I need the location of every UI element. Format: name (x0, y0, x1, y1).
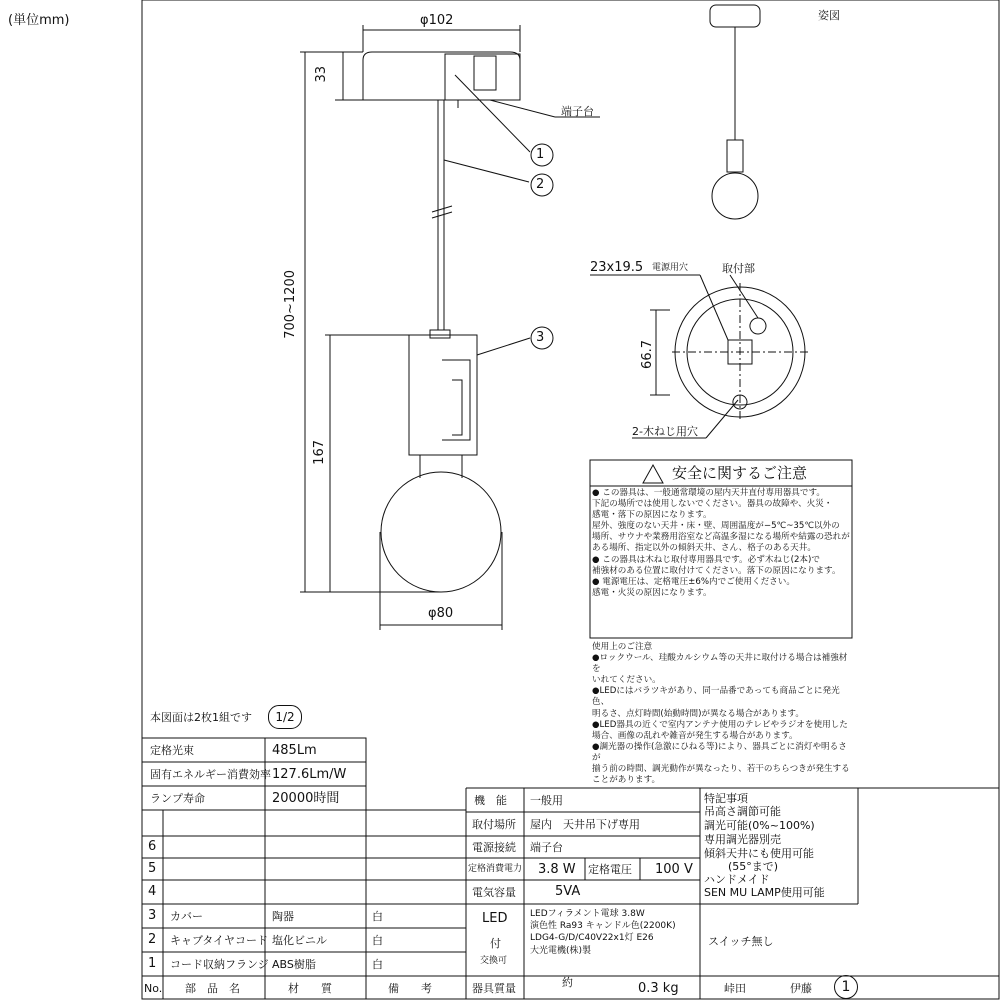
usage-line: 場合、画像の乱れや雑音が発生する場合があります。 (592, 730, 798, 741)
dim-cord-length: 700~1200 (283, 270, 298, 339)
usage-line: 明るさ、点灯時間(始動時間)が異なる場合があります。 (592, 708, 804, 719)
place-label: 取付場所 (472, 818, 516, 831)
capacity-value: 5VA (555, 884, 581, 899)
lamp-line: LDG4-G/D/C40V22x1灯 E26 (530, 933, 654, 943)
usage-line: いれてください。 (592, 675, 661, 686)
spec-label: ランプ寿命 (150, 792, 205, 805)
header-name: 部 品 名 (185, 982, 240, 995)
safety-line: ● 電源電圧は、定格電圧±6%内でご使用ください。 (592, 576, 795, 587)
spec-value: 20000時間 (272, 791, 340, 806)
weight-prefix: 約 (562, 976, 573, 989)
usage-line: 揃う前の時間、調光動作が異なったり、若干のちらつきが発生する (592, 764, 850, 775)
power-value: 端子台 (530, 841, 563, 854)
spec-label: 定格光束 (150, 744, 194, 757)
callout-1: 1 (536, 147, 545, 162)
power-label: 電源接続 (472, 841, 516, 854)
bulb-outline (381, 472, 501, 592)
remarks-line: 専用調光器別売 (704, 833, 781, 846)
header-no: No. (144, 982, 163, 995)
part-material: 塩化ビニル (272, 934, 327, 947)
dim-body-height: 167 (312, 440, 327, 465)
remarks-line: (55°まで) (728, 860, 779, 873)
usage-text (592, 642, 854, 786)
screw-label: 2-木ねじ用穴 (632, 425, 698, 438)
part-material: 陶器 (272, 910, 294, 923)
part-no: 3 (148, 908, 157, 923)
safety-text (592, 488, 854, 599)
dim-canopy-height: 33 (314, 66, 329, 83)
sheet-number (268, 705, 302, 729)
part-name: コード収納フランジ (170, 958, 269, 971)
callout-3: 3 (536, 330, 545, 345)
capacity-label: 電気容量 (472, 886, 516, 899)
callout-2: 2 (536, 177, 545, 192)
mount-label: 取付部 (722, 262, 755, 275)
lamp-body (409, 335, 477, 455)
part-no: 5 (148, 861, 157, 876)
checker-name: 伊藤 (790, 982, 812, 995)
remarks-line: 吊高さ調節可能 (704, 805, 781, 818)
remarks-line: 傾斜天井にも使用可能 (704, 847, 814, 860)
voltage-value: 100 V (655, 862, 693, 877)
sheet-note: 本図面は2枚1組です (150, 711, 252, 724)
hole-label: 電源用穴 (652, 263, 689, 273)
part-name: キャブタイヤコード (170, 934, 269, 947)
led-sub1: 付 (490, 937, 501, 950)
header-note: 備 考 (388, 982, 432, 995)
safety-line: ある場所、指定以外の傾斜天井、さん、格子のある天井。 (592, 543, 816, 554)
switch-note: スイッチ無し (708, 935, 774, 948)
part-no: 4 (148, 884, 157, 899)
function-label: 機 能 (474, 794, 507, 807)
safety-line: 補強材のある位置に取付けてください。落下の原因になります。 (592, 565, 841, 576)
lamp-line: 演色性 Ra93 キャンドル色(2200K) (530, 921, 676, 931)
remarks-line: 調光可能(0%~100%) (704, 819, 815, 832)
safety-line: ● この器具は、一般通常環境の屋内天井直付専用器具です。 (592, 488, 825, 498)
revision-number: 1 (834, 975, 858, 999)
consumption-value: 3.8 W (538, 862, 576, 877)
part-no: 2 (148, 932, 157, 947)
safety-line: 感電・落下の原因になります。 (592, 510, 712, 521)
terminal-block (474, 56, 496, 90)
lamp-line: LEDフィラメント電球 3.8W (530, 909, 645, 919)
part-no: 1 (148, 956, 157, 971)
remarks-line: SEN MU LAMP使用可能 (704, 886, 825, 899)
spec-value: 127.6Lm/W (272, 767, 347, 782)
weight-label: 器具質量 (472, 982, 516, 995)
usage-line: ●LED器具の近くで室内アンテナ使用のテレビやラジオを使用した (592, 719, 848, 730)
terminal-label: 端子台 (561, 105, 594, 118)
sheet-number-text: 1/2 (268, 705, 302, 729)
part-note: 白 (372, 934, 383, 947)
voltage-label: 定格電圧 (588, 863, 632, 876)
usage-line: ●LEDにはバラツキがあり、同一品番であっても商品ごとに発光色、 (592, 686, 840, 708)
hole-size: 23x19.5 (590, 260, 644, 275)
spec-label: 固有エネルギー消費効率 (150, 768, 271, 781)
part-note: 白 (372, 958, 383, 971)
view-label: 姿図 (818, 9, 840, 22)
led-sub2: 交換可 (480, 956, 508, 966)
safety-line: ● この器具は木ねじ取付専用器具です。必ず木ねじ(2本)で (592, 554, 820, 565)
place-value: 屋内 天井吊下げ専用 (530, 818, 640, 831)
terminal-block-area (445, 54, 520, 100)
drawing-frame (142, 0, 999, 999)
safety-line: 感電・火災の原因になります。 (592, 587, 712, 598)
consumption-label: 定格消費電力 (468, 864, 523, 874)
led-label: LED (482, 911, 508, 926)
safety-line: 屋外、強度のない天井・床・壁、周囲温度が−5℃~35℃以外の (592, 521, 840, 532)
drawer-name: 峠田 (724, 982, 746, 995)
lamp-line: 大光電機(株)製 (530, 946, 592, 956)
function-value: 一般用 (530, 794, 563, 807)
safety-line: 場所、サウナや業務用浴室など高温多湿になる場所や結露の恐れが (592, 532, 850, 543)
safety-title: 安全に関するご注意 (672, 464, 808, 482)
weight-value: 0.3 kg (638, 981, 679, 996)
usage-title: 使用上のご注意 (592, 642, 653, 652)
dim-bulb-diameter: φ80 (428, 606, 454, 621)
mount-height: 66.7 (640, 340, 655, 369)
safety-line: 下記の場所では使用しないでください。器具の故障や、火災・ (592, 499, 833, 510)
header-material: 材 質 (288, 982, 332, 995)
part-material: ABS樹脂 (272, 958, 316, 971)
dim-top-diameter: φ102 (420, 13, 454, 28)
remarks-title: 特記事項 (704, 792, 748, 805)
usage-line: ことがあります。 (592, 775, 661, 786)
part-note: 白 (372, 910, 383, 923)
part-name: カバー (170, 910, 203, 923)
revision-mark (834, 975, 858, 999)
unit-label: (単位mm) (8, 13, 70, 28)
cord-break (432, 206, 452, 218)
remarks-line: ハンドメイド (704, 873, 770, 886)
usage-line: ●調光器の操作(急激にひねる等)により、器具ごとに消灯や明るさが (592, 741, 847, 763)
spec-value: 485Lm (272, 743, 317, 758)
usage-line: ●ロックウール、珪酸カルシウム等の天井に取付ける場合は補強材を (592, 653, 848, 675)
part-no: 6 (148, 839, 157, 854)
